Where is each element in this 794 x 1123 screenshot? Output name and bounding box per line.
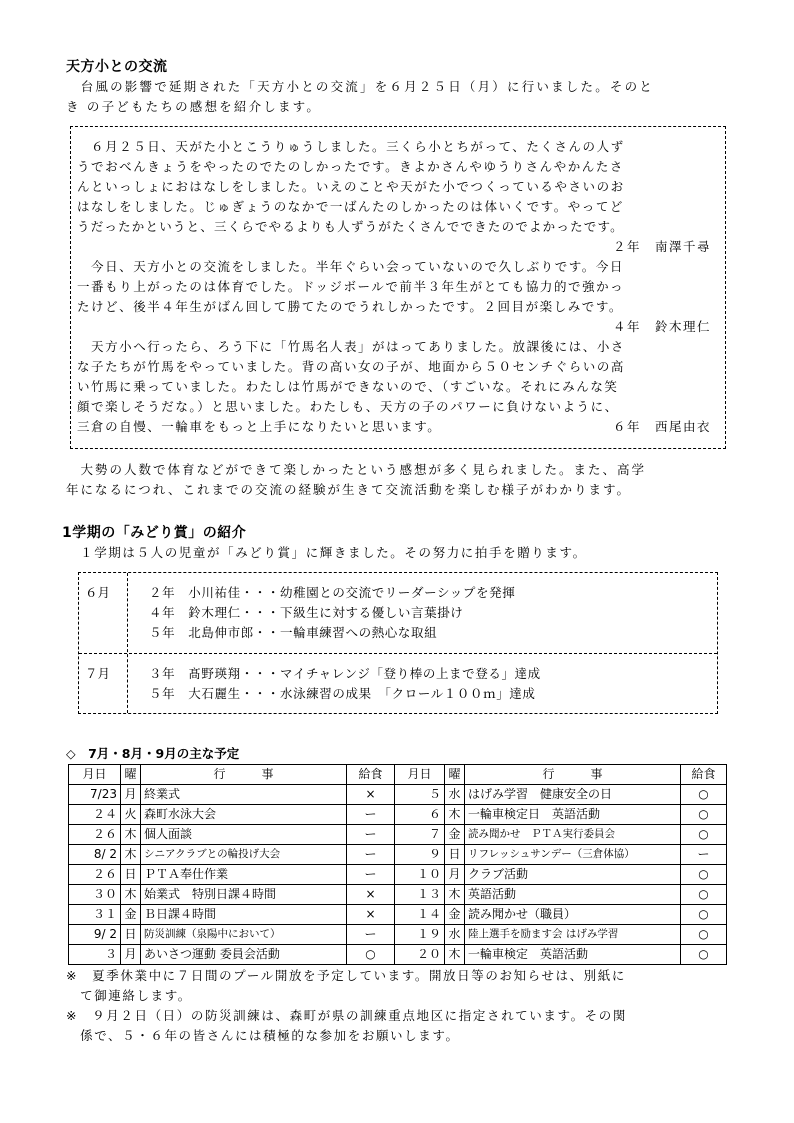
award-row: ５年 大石麗生・・・水泳練習の成果 「クロール１００ｍ」達成 bbox=[149, 686, 536, 701]
award-month: ６月 bbox=[85, 585, 111, 600]
award-row: ５年 北島伸市郎・・一輪車練習への熱心な取組 bbox=[149, 625, 438, 640]
essay1-line: はなしをしました。じゅぎょうのなかで一ばんたのしかったのは体いくです。やってど bbox=[77, 199, 624, 214]
lunch-cell: ○ bbox=[681, 825, 727, 845]
date-cell: 7/23 bbox=[69, 785, 121, 805]
event-cell: リフレッシュサンデー（三倉体協） bbox=[465, 845, 681, 865]
weekday-cell: 火 bbox=[121, 805, 141, 825]
date-cell: ６ bbox=[395, 805, 445, 825]
essay2-line: 今日、天方小との交流をしました。半年ぐらい会っていないので久しぶりです。今日 bbox=[77, 259, 624, 274]
weekday-cell: 木 bbox=[121, 825, 141, 845]
date-cell: ２６ bbox=[69, 825, 121, 845]
event-cell: はげみ学習 健康安全の日 bbox=[465, 785, 681, 805]
weekday-cell: 日 bbox=[121, 865, 141, 885]
event-cell: 一輪車検定 英語活動 bbox=[465, 945, 681, 965]
weekday-cell: 日 bbox=[445, 845, 465, 865]
lunch-cell: × bbox=[347, 785, 395, 805]
award-table bbox=[78, 572, 718, 714]
intro-line-1: 台風の影響で延期された「天方小との交流」を６月２５日（月）に行いました。そのと bbox=[66, 79, 655, 94]
outro-line-2: 年になるにつれ、これまでの交流の経験が生きて交流活動を楽しむ様子がわかります。 bbox=[66, 482, 632, 497]
award-divider bbox=[79, 653, 717, 654]
date-cell: 9/ 2 bbox=[69, 925, 121, 945]
event-cell: 読み聞かせ ＰＴＡ実行委員会 bbox=[465, 825, 681, 845]
lunch-cell: ○ bbox=[681, 885, 727, 905]
date-cell: ９ bbox=[395, 845, 445, 865]
schedule-row bbox=[69, 825, 727, 845]
schedule-row bbox=[69, 865, 727, 885]
schedule-row bbox=[69, 925, 727, 945]
event-cell: 始業式 特別日課４時間 bbox=[141, 885, 347, 905]
lunch-cell: ー bbox=[681, 845, 727, 865]
weekday-cell: 金 bbox=[121, 905, 141, 925]
header-cell: 行 事 bbox=[465, 765, 681, 785]
date-cell: ３ bbox=[69, 945, 121, 965]
weekday-cell: 水 bbox=[445, 785, 465, 805]
date-cell: １９ bbox=[395, 925, 445, 945]
note-line: ※ 夏季休業中に７日間のプール開放を予定しています。開放日等のお知らせは、別紙に bbox=[66, 968, 626, 983]
lunch-cell: ー bbox=[347, 825, 395, 845]
schedule-row bbox=[69, 885, 727, 905]
event-cell: Ｂ日課４時間 bbox=[141, 905, 347, 925]
header-cell: 行 事 bbox=[141, 765, 347, 785]
weekday-cell: 金 bbox=[445, 825, 465, 845]
event-cell: 個人面談 bbox=[141, 825, 347, 845]
date-cell: １３ bbox=[395, 885, 445, 905]
lunch-cell: ー bbox=[347, 805, 395, 825]
award-divider bbox=[127, 573, 128, 713]
essay2-author: ４年 鈴木理仁 bbox=[612, 319, 711, 334]
essay3-line: 三倉の自慢、一輪車をもっと上手になりたいと思います。 bbox=[77, 419, 442, 434]
schedule-table bbox=[68, 764, 727, 965]
lunch-cell: ○ bbox=[681, 945, 727, 965]
schedule-title: ◇ 7月・8月・9月の主な予定 bbox=[66, 746, 240, 761]
event-cell: 防災訓練（泉陽中において） bbox=[141, 925, 347, 945]
weekday-cell: 木 bbox=[121, 885, 141, 905]
schedule-row bbox=[69, 845, 727, 865]
essay3-line: な子たちが竹馬をやっていました。背の高い女の子が、地面から５０センチぐらいの高 bbox=[77, 359, 625, 374]
lunch-cell: ○ bbox=[681, 805, 727, 825]
weekday-cell: 木 bbox=[445, 945, 465, 965]
schedule-row bbox=[69, 785, 727, 805]
award-row: ３年 髙野瑛翔・・・マイチャレンジ「登り棒の上まで登る」達成 bbox=[149, 666, 541, 681]
essay-box bbox=[70, 126, 726, 449]
event-cell: 終業式 bbox=[141, 785, 347, 805]
essay1-author: ２年 南澤千尋 bbox=[612, 239, 711, 254]
lunch-cell: × bbox=[347, 905, 395, 925]
essay1-line: うでおべんきょうをやったのでたのしかったです。きよかさんやゆうりさんやかんたさ bbox=[77, 159, 624, 174]
schedule-header-row bbox=[69, 765, 727, 785]
event-cell: 森町水泳大会 bbox=[141, 805, 347, 825]
schedule-row bbox=[69, 805, 727, 825]
lunch-cell: ー bbox=[347, 845, 395, 865]
note-line: 係で、５・６年の皆さんには積極的な参加をお願いします。 bbox=[66, 1028, 460, 1043]
date-cell: ３１ bbox=[69, 905, 121, 925]
lunch-cell: ○ bbox=[681, 905, 727, 925]
date-cell: １４ bbox=[395, 905, 445, 925]
essay3-author: ６年 西尾由衣 bbox=[612, 419, 711, 434]
section-title-exchange: 天方小との交流 bbox=[66, 59, 168, 75]
award-month: ７月 bbox=[85, 666, 111, 681]
weekday-cell: 木 bbox=[445, 805, 465, 825]
event-cell: クラブ活動 bbox=[465, 865, 681, 885]
essay2-line: たけど、後半４年生がばん回して勝てたのでうれしかったです。２回目が楽しみです。 bbox=[77, 299, 623, 314]
weekday-cell: 月 bbox=[445, 865, 465, 885]
weekday-cell: 水 bbox=[445, 925, 465, 945]
event-cell: 陸上選手を励ます会 はげみ学習 bbox=[465, 925, 681, 945]
date-cell: ２０ bbox=[395, 945, 445, 965]
weekday-cell: 月 bbox=[121, 785, 141, 805]
header-cell: 月日 bbox=[395, 765, 445, 785]
weekday-cell: 金 bbox=[445, 905, 465, 925]
essay3-line: 顔で楽しそうだな。）と思いました。わたしも、天方の子のパワーに負けないように、 bbox=[77, 399, 619, 414]
header-cell: 月日 bbox=[69, 765, 121, 785]
event-cell: ＰＴＡ奉仕作業 bbox=[141, 865, 347, 885]
header-cell: 給食 bbox=[347, 765, 395, 785]
section-title-award: 1学期の「みどり賞」の紹介 bbox=[62, 525, 247, 541]
date-cell: 8/ 2 bbox=[69, 845, 121, 865]
lunch-cell: ○ bbox=[347, 945, 395, 965]
event-cell: あいさつ運動 委員会活動 bbox=[141, 945, 347, 965]
event-cell: 一輪車検定日 英語活動 bbox=[465, 805, 681, 825]
date-cell: ７ bbox=[395, 825, 445, 845]
award-intro: １学期は５人の児童が「みどり賞」に輝きました。その努力に拍手を贈ります。 bbox=[66, 545, 587, 560]
essay1-line: うだったかというと、三くらでやるよりも人ずうがたくさんでできたのでよかったです。 bbox=[77, 219, 624, 234]
date-cell: ５ bbox=[395, 785, 445, 805]
note-line: て御連絡します。 bbox=[66, 988, 192, 1003]
intro-line-2: き の子どもたちの感想を紹介します。 bbox=[66, 99, 322, 114]
lunch-cell: ○ bbox=[681, 865, 727, 885]
note-line: ※ ９月２日（日）の防災訓練は、森町が県の訓練重点地区に指定されています。その関 bbox=[66, 1008, 627, 1023]
weekday-cell: 月 bbox=[121, 945, 141, 965]
schedule-row bbox=[69, 945, 727, 965]
event-cell: 英語活動 bbox=[465, 885, 681, 905]
event-cell: 読み聞かせ（職員） bbox=[465, 905, 681, 925]
header-cell: 曜 bbox=[445, 765, 465, 785]
schedule-row bbox=[69, 905, 727, 925]
weekday-cell: 木 bbox=[445, 885, 465, 905]
lunch-cell: ○ bbox=[681, 785, 727, 805]
outro-line-1: 大勢の人数で体育などができて楽しかったという感想が多く見られました。また、高学 bbox=[66, 462, 647, 477]
award-row: ４年 鈴木理仁・・・下級生に対する優しい言葉掛け bbox=[149, 605, 464, 620]
weekday-cell: 日 bbox=[121, 925, 141, 945]
date-cell: ２４ bbox=[69, 805, 121, 825]
essay3-line: 天方小へ行ったら、ろう下に「竹馬名人表」がはってありました。放課後には、小さ bbox=[77, 339, 625, 354]
lunch-cell: ー bbox=[347, 925, 395, 945]
header-cell: 曜 bbox=[121, 765, 141, 785]
lunch-cell: ー bbox=[347, 865, 395, 885]
lunch-cell: × bbox=[347, 885, 395, 905]
essay3-line: い竹馬に乗っていました。わたしは竹馬ができないので、（すごいな。それにみんな笑 bbox=[77, 379, 619, 394]
date-cell: １０ bbox=[395, 865, 445, 885]
essay1-line: ６月２５日、天がた小とこうりゅうしました。三くら小とちがって、たくさんの人ず bbox=[77, 139, 625, 154]
date-cell: ３０ bbox=[69, 885, 121, 905]
lunch-cell: ○ bbox=[681, 925, 727, 945]
essay2-line: 一番もり上がったのは体育でした。ドッジボールで前半３年生がとても協力的で強かっ bbox=[77, 279, 625, 294]
date-cell: ２６ bbox=[69, 865, 121, 885]
event-cell: シニアクラブとの輪投げ大会 bbox=[141, 845, 347, 865]
header-cell: 給食 bbox=[681, 765, 727, 785]
weekday-cell: 木 bbox=[121, 845, 141, 865]
award-row: ２年 小川祐佳・・・幼稚園との交流でリーダーシップを発揮 bbox=[149, 585, 516, 600]
essay1-line: んといっしょにおはなしをしました。いえのことや天がた小でつくっているやさいのお bbox=[77, 179, 625, 194]
